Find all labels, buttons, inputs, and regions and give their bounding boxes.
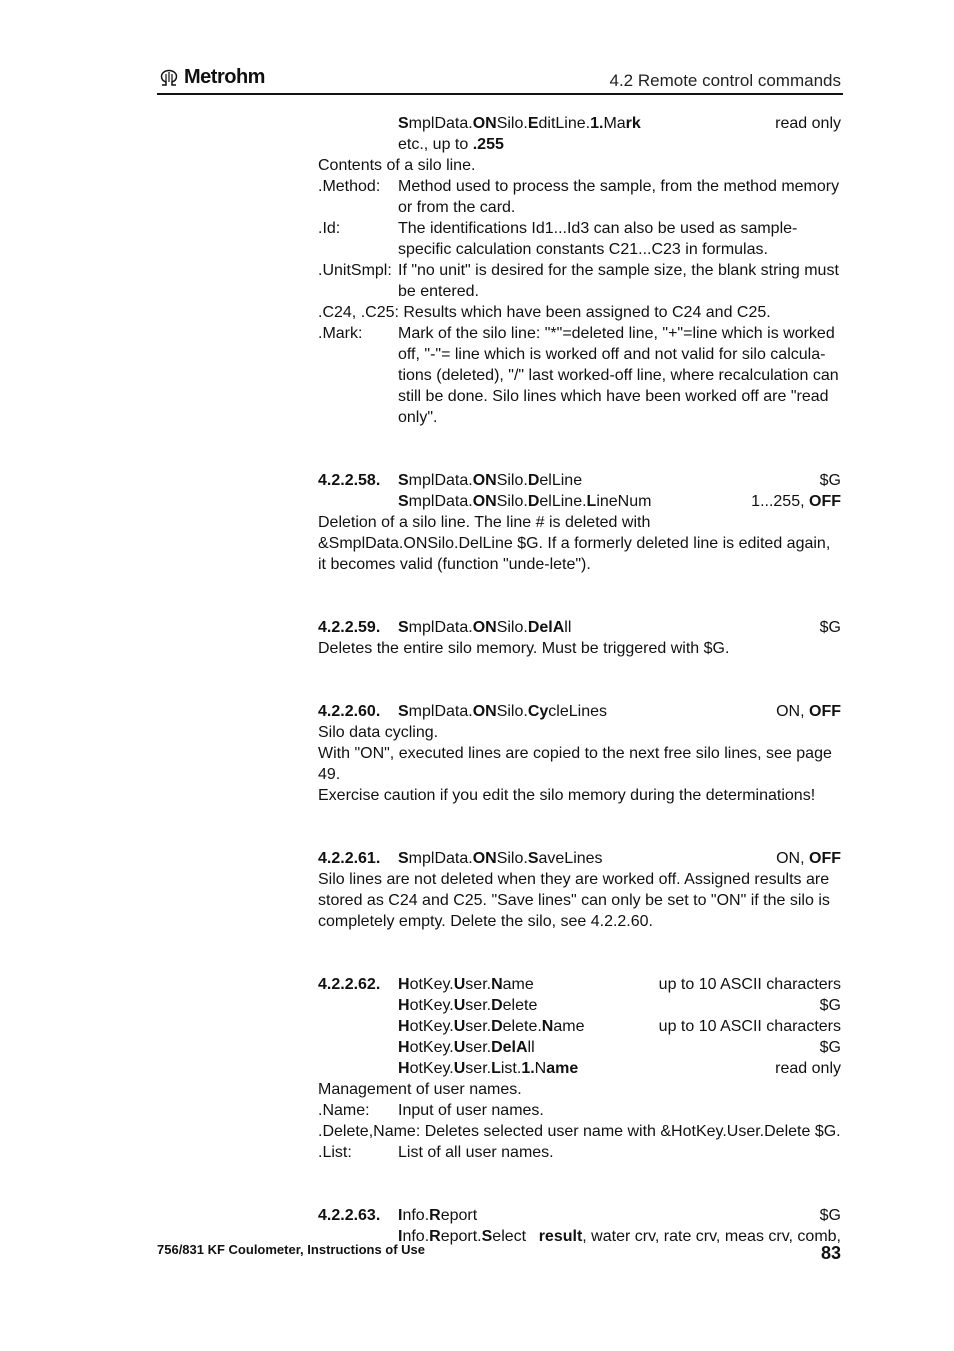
- command-row: [318, 1058, 841, 1079]
- command-name: HotKey.User.List.1.Name: [398, 1060, 579, 1077]
- definition-method: [318, 176, 841, 218]
- section-4-2-2-62: [318, 974, 841, 995]
- section-4-2-2-63: [318, 1205, 841, 1226]
- command-value: $G: [819, 472, 841, 489]
- definition: Input of user names.: [398, 1102, 544, 1119]
- term: .Id:: [318, 220, 341, 237]
- term: .Mark:: [318, 325, 363, 342]
- command-name: SmplData.ONSilo.DelLine.LineNum: [398, 493, 652, 510]
- command-name: SmplData.ONSilo.CycleLines: [398, 703, 607, 720]
- definition-delete: .Delete,Name: Deletes selected user name with &HotKey.User.Delete $G.: [318, 1123, 841, 1140]
- command-value: ON, OFF: [776, 850, 841, 867]
- command-name: HotKey.User.DelAll: [398, 1039, 535, 1056]
- section-number: 4.2.2.59.: [318, 619, 381, 636]
- definition: Mark of the silo line: "*"=deleted line, "+"=line which is worked off, "-"= line which is worked off and not valid for silo calcula-tions (deleted), "/" last worked-off line, where recalculation can still be done. Silo lines which have been worked off are "read only".: [398, 325, 839, 426]
- description: Contents of a silo line.: [318, 157, 476, 174]
- command-name: Info.Report: [398, 1207, 478, 1224]
- definition-mark: [318, 323, 841, 428]
- command-name: SmplData.ONSilo.EditLine.1.Mark: [398, 115, 641, 132]
- section-4-2-2-60: [318, 701, 841, 722]
- section-number: 4.2.2.61.: [318, 850, 381, 867]
- definition-unitsmpl: [318, 260, 841, 302]
- command-name: SmplData.ONSilo.SaveLines: [398, 850, 603, 867]
- omega-icon: [158, 69, 180, 87]
- footer-title: 756/831 KF Coulometer, Instructions of Use: [157, 1242, 426, 1257]
- section-number: 4.2.2.58.: [318, 472, 381, 489]
- command-value: $G: [819, 619, 841, 636]
- term: .Method:: [318, 178, 381, 195]
- header-rule: [157, 93, 843, 95]
- command-value: up to 10 ASCII characters: [658, 976, 841, 993]
- definition-id: [318, 218, 841, 260]
- command-value: ON, OFF: [776, 703, 841, 720]
- etc-bold: .255: [472, 136, 504, 153]
- command-name: SmplData.ONSilo.DelAll: [398, 619, 572, 636]
- section-text: With "ON", executed lines are copied to the next free silo lines, see page 49.: [318, 745, 832, 783]
- command-name: Info.Report.Select: [398, 1228, 527, 1245]
- section-number: 4.2.2.60.: [318, 703, 381, 720]
- definition-list: [318, 1142, 841, 1163]
- command-name: SmplData.ONSilo.DelLine: [398, 472, 583, 489]
- command-value: result, water crv, rate crv, meas crv, comb,: [538, 1228, 841, 1245]
- section-number: 4.2.2.63.: [318, 1207, 381, 1224]
- section-text: Exercise caution if you edit the silo memory during the determinations!: [318, 787, 816, 804]
- command-value: $G: [819, 1039, 841, 1056]
- command-value: read only: [775, 1060, 841, 1077]
- command-name: HotKey.User.Delete.Name: [398, 1018, 585, 1035]
- section-4-2-2-59: [318, 617, 841, 638]
- section-4-2-2-61: [318, 848, 841, 869]
- section-text: Silo data cycling.: [318, 724, 439, 741]
- metrohm-logo: [158, 66, 265, 89]
- section-text: Management of user names.: [318, 1081, 522, 1098]
- command-row: [318, 113, 841, 134]
- command-value: 1...255, OFF: [751, 493, 841, 510]
- definition: List of all user names.: [398, 1144, 554, 1161]
- command-name: HotKey.User.Delete: [398, 997, 538, 1014]
- term: .UnitSmpl:: [318, 262, 392, 279]
- command-row: [318, 1037, 841, 1058]
- definition: The identifications Id1...Id3 can also be used as sample-specific calculation constants C21...C23 in formulas.: [398, 220, 798, 258]
- command-row: [318, 995, 841, 1016]
- section-4-2-2-58: [318, 470, 841, 491]
- definition: Method used to process the sample, from the method memory or from the card.: [398, 178, 840, 216]
- section-text: Deletes the entire silo memory. Must be triggered with $G.: [318, 640, 730, 657]
- section-header: 4.2 Remote control commands: [609, 71, 841, 90]
- definition-name: [318, 1100, 841, 1121]
- section-text: Silo lines are not deleted when they are worked off. Assigned results are stored as C24 and C25. "Save lines" can only be set to "ON" if the silo is completely empty. Delete the silo, see 4.2.2.60.: [318, 871, 830, 930]
- term: .List:: [318, 1144, 352, 1161]
- command-value: $G: [819, 1207, 841, 1224]
- section-number: 4.2.2.62.: [318, 976, 381, 993]
- command-name: HotKey.User.Name: [398, 976, 534, 993]
- logo-text: Metrohm: [184, 66, 265, 88]
- command-value: $G: [819, 997, 841, 1014]
- main-content: [318, 113, 841, 1247]
- definition-c24: .C24, .C25: Results which have been assigned to C24 and C25.: [318, 304, 771, 321]
- page-number: 83: [820, 1243, 841, 1263]
- command-row: [318, 1016, 841, 1037]
- command-value: up to 10 ASCII characters: [658, 1018, 841, 1035]
- definition: If "no unit" is desired for the sample size, the blank string must be entered.: [398, 262, 839, 300]
- command-value: read only: [775, 115, 841, 132]
- etc-text: etc., up to: [398, 136, 473, 153]
- command-row: [318, 491, 841, 512]
- term: .Name:: [318, 1102, 370, 1119]
- command-etc: [318, 134, 841, 155]
- section-text: Deletion of a silo line. The line # is deleted with &SmplData.ONSilo.DelLine $G. If a formerly deleted line is edited again, it becomes valid (function "unde-lete").: [318, 514, 831, 573]
